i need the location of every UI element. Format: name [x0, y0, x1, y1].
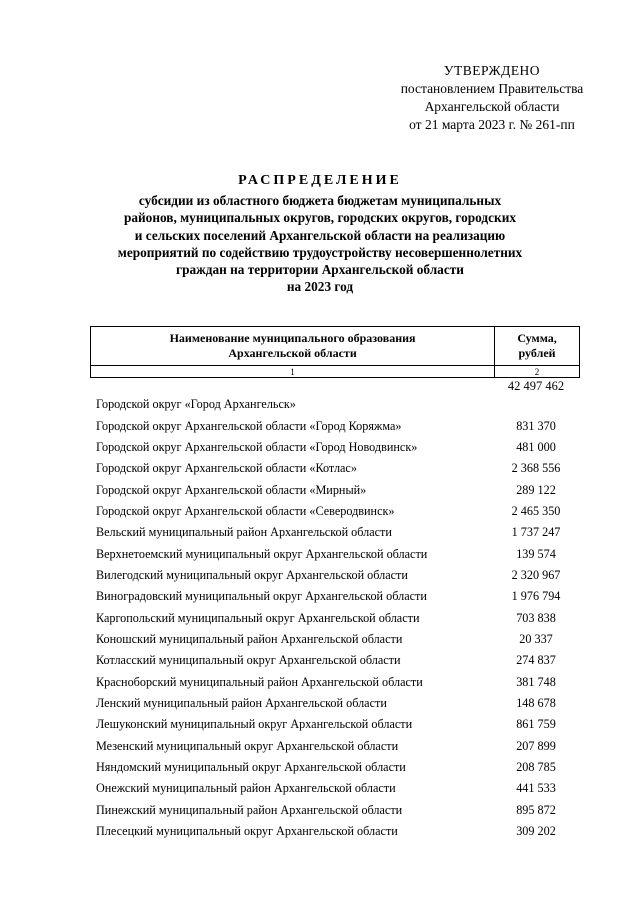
- municipality-name: Городской округ Архангельской области «Город Новодвинск»: [96, 439, 418, 454]
- municipality-name: Городской округ Архангельской области «Мирный»: [96, 482, 367, 497]
- municipality-name: Виноградовский муниципальный округ Архангельской области: [96, 589, 427, 604]
- sum-value: 2 320 967: [511, 567, 561, 582]
- sum-value: 148 678: [516, 695, 556, 710]
- municipality-name: Верхнетоемский муниципальный округ Архангельской области: [96, 546, 428, 561]
- document-heading: [60, 172, 580, 296]
- heading-line: граждан на территории Архангельской области: [176, 262, 464, 278]
- table-row: [96, 650, 576, 671]
- table-row: [96, 565, 576, 586]
- sum-value: 1 737 247: [511, 525, 561, 540]
- sum-value: 208 785: [516, 760, 556, 775]
- table-header: [90, 326, 580, 378]
- approval-line: от 21 марта 2023 г. № 261-пп: [409, 117, 575, 132]
- table-row: [96, 522, 576, 543]
- heading-line: и сельских поселений Архангельской области на реализацию: [134, 227, 506, 243]
- total-sum: 42 497 462: [507, 379, 565, 393]
- sum-value: 207 899: [516, 738, 556, 753]
- table-row: [96, 415, 576, 436]
- header-text: рублей: [518, 346, 556, 360]
- sum-value: 139 574: [516, 546, 556, 561]
- table-row: [96, 543, 576, 564]
- municipality-name: Ленский муниципальный район Архангельской области: [96, 695, 387, 710]
- municipality-name: Городской округ «Город Архангельск»: [96, 397, 296, 412]
- sum-value: 381 748: [516, 674, 556, 689]
- table-row: [96, 479, 576, 500]
- approval-title: УТВЕРЖДЕНО: [443, 63, 541, 78]
- sum-value: 441 533: [516, 781, 556, 796]
- document-title: РАСПРЕДЕЛЕНИЕ: [238, 173, 402, 188]
- sum-value: 2 368 556: [511, 461, 561, 476]
- sum-value: 703 838: [516, 610, 556, 625]
- sum-value: 831 370: [516, 418, 556, 433]
- municipality-name: Коношский муниципальный район Архангельской области: [96, 631, 403, 646]
- header-text: Наименование муниципального образования: [169, 331, 416, 345]
- heading-line: субсидии из областного бюджета бюджетам муниципальных: [138, 193, 502, 208]
- heading-line: районов, муниципальных округов, городских округов, городских: [123, 210, 517, 226]
- table-row: [96, 629, 576, 650]
- header-text: Архангельской области: [228, 346, 357, 360]
- table-row: [96, 821, 576, 842]
- column-number: 2: [495, 366, 580, 378]
- table-row: [96, 736, 576, 757]
- sum-value: 1 976 794: [511, 589, 561, 604]
- table-row: [96, 778, 576, 799]
- municipality-name: Пинежский муниципальный район Архангельской области: [96, 802, 403, 817]
- sum-value: 274 837: [516, 653, 556, 668]
- municipality-name: Каргопольский муниципальный округ Архангельской области: [96, 610, 420, 625]
- sum-value: 2 465 350: [511, 503, 561, 518]
- sum-value: 481 000: [516, 439, 556, 454]
- table-row: [96, 501, 576, 522]
- sum-value: 20 337: [519, 631, 553, 646]
- header-row: [91, 327, 580, 366]
- approval-line: постановлением Правительства: [400, 81, 584, 96]
- table-row: [96, 714, 576, 735]
- header-sum: [495, 327, 580, 366]
- table-row: [96, 800, 576, 821]
- municipality-name: Вилегодский муниципальный округ Архангельской области: [96, 567, 408, 582]
- municipality-name: Мезенский муниципальный округ Архангельской области: [96, 738, 399, 753]
- table-body: [96, 394, 576, 842]
- header-text: Сумма,: [517, 331, 557, 345]
- table-row: [96, 607, 576, 628]
- approval-line: Архангельской области: [424, 99, 560, 114]
- municipality-name: Красноборский муниципальный район Архангельской области: [96, 674, 423, 689]
- table-row: [96, 586, 576, 607]
- column-numbers-row: [91, 366, 580, 378]
- municipality-name: Лешуконский муниципальный округ Архангельской области: [96, 717, 413, 732]
- sum-value: 309 202: [516, 824, 556, 839]
- header-municipality: [91, 327, 495, 366]
- municipality-name: Городской округ Архангельской области «Котлас»: [96, 461, 357, 476]
- approval-stamp: [380, 62, 604, 134]
- sum-value: 289 122: [516, 482, 556, 497]
- table-row: [96, 394, 576, 415]
- sum-value: 861 759: [516, 717, 556, 732]
- heading-line: на 2023 год: [286, 279, 354, 295]
- municipality-name: Онежский муниципальный район Архангельской области: [96, 781, 396, 796]
- sum-value: 895 872: [516, 802, 556, 817]
- table-row: [96, 693, 576, 714]
- table-row: [96, 458, 576, 479]
- municipality-name: Плесецкий муниципальный округ Архангельской области: [96, 824, 398, 839]
- column-number: 1: [91, 366, 495, 378]
- municipality-name: Няндомский муниципальный округ Архангельской области: [96, 760, 406, 775]
- municipality-name: Котласский муниципальный округ Архангельской области: [96, 653, 401, 668]
- table-row: [96, 757, 576, 778]
- municipality-name: Городской округ Архангельской области «Город Коряжма»: [96, 418, 402, 433]
- table-row: [96, 437, 576, 458]
- municipality-name: Вельский муниципальный район Архангельской области: [96, 525, 392, 540]
- municipality-name: Городской округ Архангельской области «Северодвинск»: [96, 503, 395, 518]
- table-row: [96, 671, 576, 692]
- heading-line: мероприятий по содействию трудоустройству несовершеннолетних: [117, 244, 523, 260]
